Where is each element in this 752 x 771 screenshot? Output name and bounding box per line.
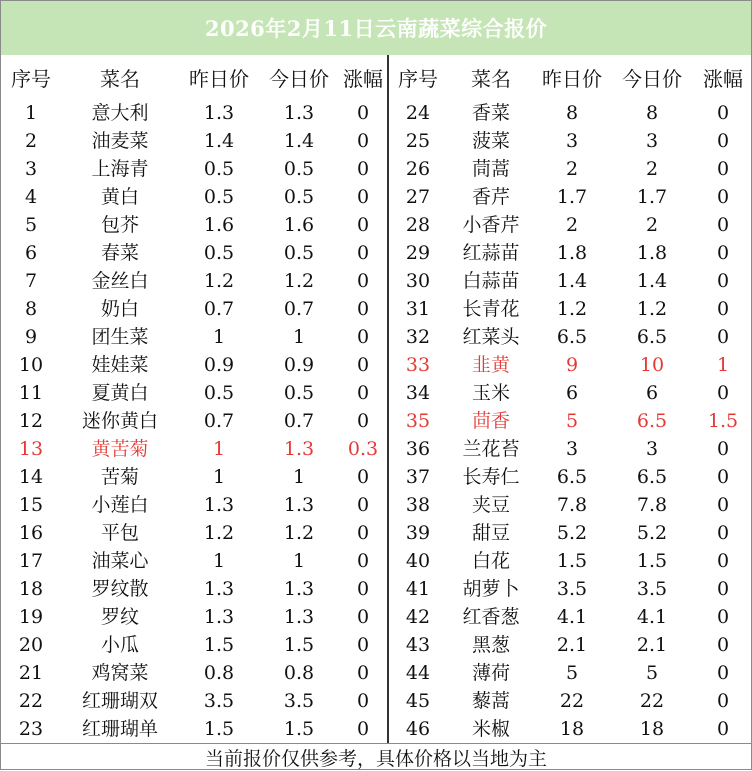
cell-yesterday-price: 1.8	[556, 242, 588, 264]
cell-change: 0	[356, 410, 370, 432]
table-row	[389, 155, 751, 183]
table-row	[389, 239, 751, 267]
table-body-right	[389, 99, 751, 743]
cell-yesterday-price: 0.8	[203, 662, 235, 684]
table-row	[1, 687, 387, 715]
cell-no: 27	[405, 186, 431, 208]
cell-name: 罗纹	[100, 606, 139, 628]
cell-change: 0	[356, 522, 370, 544]
table-row	[1, 463, 387, 491]
cell-name: 韭黄	[471, 354, 510, 376]
cell-today-price: 1.2	[283, 270, 315, 292]
cell-no: 29	[405, 242, 431, 264]
cell-change: 0	[716, 662, 730, 684]
cell-change: 0	[716, 578, 730, 600]
table-row	[1, 295, 387, 323]
cell-yesterday-price: 2.1	[556, 634, 588, 656]
cell-yesterday-price: 1.2	[556, 298, 588, 320]
cell-no: 30	[405, 270, 431, 292]
cell-today-price: 0.8	[283, 662, 315, 684]
cell-change: 0	[356, 158, 370, 180]
table-row	[389, 351, 751, 379]
cell-today-price: 1.2	[283, 522, 315, 544]
table-row	[1, 155, 387, 183]
cell-change: 0	[356, 578, 370, 600]
page-title: 2026年2月11日云南蔬菜综合报价	[204, 16, 548, 41]
cell-yesterday-price: 0.5	[203, 242, 235, 264]
cell-change: 0	[716, 326, 730, 348]
cell-name: 黑葱	[471, 634, 510, 656]
cell-today-price: 4.1	[636, 606, 668, 628]
cell-no: 9	[24, 326, 38, 348]
cell-name: 小瓜	[100, 634, 139, 656]
cell-today-price: 3.5	[636, 578, 668, 600]
table-row	[1, 323, 387, 351]
cell-yesterday-price: 2	[565, 214, 579, 236]
cell-name: 团生菜	[91, 326, 149, 348]
header-name: 菜名	[471, 67, 511, 91]
cell-name: 兰花苔	[462, 438, 520, 460]
table-row	[389, 267, 751, 295]
cell-no: 36	[405, 438, 431, 460]
cell-today-price: 1.5	[283, 718, 315, 740]
table-row	[389, 603, 751, 631]
cell-yesterday-price: 1.3	[203, 606, 235, 628]
table-row	[389, 547, 751, 575]
cell-change: 1.5	[707, 410, 739, 432]
cell-yesterday-price: 5	[565, 410, 579, 432]
cell-name: 白花	[471, 550, 510, 572]
table-row	[1, 435, 387, 463]
table-row	[1, 407, 387, 435]
cell-no: 16	[18, 522, 44, 544]
cell-today-price: 0.7	[283, 410, 315, 432]
cell-no: 4	[24, 186, 38, 208]
cell-today-price: 10	[639, 354, 665, 376]
cell-today-price: 3	[645, 438, 659, 460]
table-row	[389, 715, 751, 743]
cell-no: 13	[18, 438, 44, 460]
cell-today-price: 1.3	[283, 578, 315, 600]
cell-change: 0	[356, 718, 370, 740]
header-yesterday: 昨日价	[542, 67, 602, 91]
cell-today-price: 1.3	[283, 494, 315, 516]
cell-name: 玉米	[471, 382, 510, 404]
cell-yesterday-price: 0.7	[203, 298, 235, 320]
cell-no: 44	[405, 662, 431, 684]
cell-today-price: 6.5	[636, 326, 668, 348]
cell-name: 黄白	[100, 186, 139, 208]
cell-name: 藜蒿	[471, 690, 510, 712]
cell-yesterday-price: 0.5	[203, 186, 235, 208]
table-row	[389, 435, 751, 463]
cell-yesterday-price: 22	[559, 690, 585, 712]
cell-change: 0	[716, 438, 730, 460]
cell-no: 39	[405, 522, 431, 544]
cell-change: 0	[356, 298, 370, 320]
cell-change: 0	[356, 634, 370, 656]
table-row	[1, 519, 387, 547]
cell-no: 45	[405, 690, 431, 712]
cell-no: 2	[24, 130, 38, 152]
cell-today-price: 1.3	[283, 102, 315, 124]
cell-no: 31	[405, 298, 431, 320]
cell-name: 胡萝卜	[462, 578, 520, 600]
table-row	[1, 659, 387, 687]
cell-today-price: 22	[639, 690, 665, 712]
header-change: 涨幅	[343, 67, 383, 91]
cell-name: 鸡窝菜	[91, 662, 149, 684]
cell-yesterday-price: 1.3	[203, 102, 235, 124]
cell-no: 18	[18, 578, 44, 600]
table-row	[1, 239, 387, 267]
cell-name: 包芥	[100, 214, 139, 236]
cell-yesterday-price: 5	[565, 662, 579, 684]
cell-change: 0	[716, 102, 730, 124]
cell-yesterday-price: 1.6	[203, 214, 235, 236]
table-row	[389, 687, 751, 715]
table-row	[389, 463, 751, 491]
cell-today-price: 5	[645, 662, 659, 684]
cell-today-price: 1.5	[636, 550, 668, 572]
table-row	[389, 575, 751, 603]
cell-name: 菠菜	[471, 130, 510, 152]
cell-change: 0	[716, 718, 730, 740]
cell-name: 甜豆	[471, 522, 510, 544]
header-today: 今日价	[269, 67, 329, 91]
cell-no: 38	[405, 494, 431, 516]
cell-no: 42	[405, 606, 431, 628]
cell-today-price: 1.3	[283, 606, 315, 628]
cell-name: 春菜	[100, 242, 139, 264]
cell-change: 0	[356, 270, 370, 292]
cell-name: 红香葱	[462, 606, 520, 628]
cell-yesterday-price: 6.5	[556, 326, 588, 348]
cell-name: 小莲白	[91, 494, 149, 516]
table-header-row	[1, 59, 387, 99]
cell-no: 24	[405, 102, 431, 124]
cell-yesterday-price: 9	[565, 354, 579, 376]
cell-change: 1	[716, 354, 730, 376]
cell-yesterday-price: 3	[565, 130, 579, 152]
cell-yesterday-price: 1.5	[203, 634, 235, 656]
cell-yesterday-price: 3	[565, 438, 579, 460]
title-bar	[1, 1, 751, 55]
table-row	[1, 547, 387, 575]
cell-no: 40	[405, 550, 431, 572]
cell-change: 0	[356, 466, 370, 488]
cell-change: 0	[716, 690, 730, 712]
cell-name: 迷你黄白	[81, 410, 158, 432]
cell-no: 23	[18, 718, 44, 740]
cell-today-price: 1	[292, 326, 306, 348]
header-yesterday: 昨日价	[189, 67, 249, 91]
cell-change: 0	[356, 550, 370, 572]
cell-change: 0	[356, 662, 370, 684]
cell-name: 黄苦菊	[91, 438, 149, 460]
cell-name: 油菜心	[91, 550, 149, 572]
cell-today-price: 2	[645, 158, 659, 180]
cell-change: 0	[716, 382, 730, 404]
cell-no: 46	[405, 718, 431, 740]
cell-no: 25	[405, 130, 431, 152]
cell-change: 0.3	[347, 438, 379, 460]
table-row	[1, 631, 387, 659]
price-table-right	[389, 59, 751, 743]
cell-yesterday-price: 0.5	[203, 382, 235, 404]
header-change: 涨幅	[703, 67, 743, 91]
table-row	[1, 351, 387, 379]
cell-name: 夏黄白	[91, 382, 149, 404]
cell-change: 0	[716, 214, 730, 236]
cell-yesterday-price: 1	[212, 438, 226, 460]
table-row	[1, 575, 387, 603]
cell-change: 0	[716, 298, 730, 320]
table-body-left	[1, 99, 387, 743]
footer-note	[1, 743, 751, 771]
cell-name: 小香芹	[462, 214, 520, 236]
cell-change: 0	[356, 214, 370, 236]
cell-yesterday-price: 1.3	[203, 494, 235, 516]
table-row	[1, 127, 387, 155]
cell-today-price: 0.9	[283, 354, 315, 376]
cell-yesterday-price: 2	[565, 158, 579, 180]
cell-today-price: 6.5	[636, 466, 668, 488]
cell-change: 0	[716, 494, 730, 516]
cell-today-price: 7.8	[636, 494, 668, 516]
cell-yesterday-price: 1.3	[203, 578, 235, 600]
cell-name: 香芹	[471, 186, 510, 208]
table-row	[389, 183, 751, 211]
cell-no: 11	[18, 382, 44, 404]
table-row	[389, 659, 751, 687]
cell-name: 红珊瑚单	[81, 718, 158, 740]
cell-today-price: 1.4	[636, 270, 668, 292]
cell-name: 夹豆	[471, 494, 510, 516]
table-row	[1, 491, 387, 519]
cell-today-price: 0.5	[283, 382, 315, 404]
cell-name: 红珊瑚双	[81, 690, 158, 712]
table-row	[389, 631, 751, 659]
cell-no: 22	[18, 690, 44, 712]
cell-no: 8	[24, 298, 38, 320]
footer-text: 当前报价仅供参考，具体价格以当地为主	[204, 748, 547, 770]
table-row	[389, 407, 751, 435]
cell-today-price: 1	[292, 550, 306, 572]
header-no: 序号	[11, 67, 51, 91]
cell-name: 娃娃菜	[91, 354, 149, 376]
cell-change: 0	[356, 382, 370, 404]
cell-no: 7	[24, 270, 38, 292]
table-row	[1, 267, 387, 295]
cell-no: 10	[18, 354, 44, 376]
cell-yesterday-price: 3.5	[203, 690, 235, 712]
cell-name: 油麦菜	[91, 130, 149, 152]
cell-today-price: 3.5	[283, 690, 315, 712]
cell-yesterday-price: 1.2	[203, 270, 235, 292]
cell-no: 17	[18, 550, 44, 572]
cell-change: 0	[716, 522, 730, 544]
cell-change: 0	[716, 634, 730, 656]
table-row	[389, 127, 751, 155]
cell-no: 6	[24, 242, 38, 264]
table-row	[389, 491, 751, 519]
cell-no: 19	[18, 606, 44, 628]
table-row	[389, 99, 751, 127]
cell-today-price: 1.3	[283, 438, 315, 460]
cell-today-price: 0.5	[283, 186, 315, 208]
table-row	[1, 715, 387, 743]
cell-today-price: 6.5	[636, 410, 668, 432]
cell-no: 20	[18, 634, 44, 656]
cell-today-price: 1.5	[283, 634, 315, 656]
cell-yesterday-price: 0.7	[203, 410, 235, 432]
cell-name: 长青花	[462, 298, 520, 320]
cell-today-price: 0.5	[283, 242, 315, 264]
cell-name: 平包	[100, 522, 139, 544]
cell-today-price: 6	[645, 382, 659, 404]
cell-name: 米椒	[471, 718, 510, 740]
cell-change: 0	[716, 466, 730, 488]
cell-yesterday-price: 7.8	[556, 494, 588, 516]
cell-name: 奶白	[100, 298, 139, 320]
table-row	[1, 603, 387, 631]
cell-today-price: 1.4	[283, 130, 315, 152]
header-no: 序号	[398, 67, 438, 91]
cell-yesterday-price: 1	[212, 326, 226, 348]
price-table-left	[1, 59, 387, 743]
cell-no: 34	[405, 382, 431, 404]
cell-name: 意大利	[91, 102, 149, 124]
cell-no: 28	[405, 214, 431, 236]
cell-today-price: 0.7	[283, 298, 315, 320]
cell-change: 0	[356, 606, 370, 628]
cell-yesterday-price: 0.9	[203, 354, 235, 376]
cell-yesterday-price: 1.4	[203, 130, 235, 152]
cell-name: 金丝白	[91, 270, 149, 292]
cell-today-price: 1.8	[636, 242, 668, 264]
cell-today-price: 2	[645, 214, 659, 236]
cell-today-price: 18	[639, 718, 665, 740]
table-row	[1, 99, 387, 127]
table-row	[1, 183, 387, 211]
cell-no: 15	[18, 494, 44, 516]
table-row	[389, 323, 751, 351]
cell-no: 33	[405, 354, 431, 376]
cell-name: 薄荷	[471, 662, 510, 684]
cell-no: 14	[18, 466, 44, 488]
cell-name: 红蒜苗	[462, 242, 520, 264]
cell-change: 0	[356, 102, 370, 124]
table-row	[389, 211, 751, 239]
cell-no: 41	[405, 578, 431, 600]
cell-name: 茴香	[471, 410, 510, 432]
cell-yesterday-price: 6	[565, 382, 579, 404]
cell-today-price: 5.2	[636, 522, 668, 544]
cell-yesterday-price: 1.2	[203, 522, 235, 544]
cell-name: 苦菊	[100, 466, 139, 488]
cell-change: 0	[356, 130, 370, 152]
table-header-row	[389, 59, 751, 99]
cell-no: 21	[18, 662, 44, 684]
cell-change: 0	[356, 690, 370, 712]
cell-no: 26	[405, 158, 431, 180]
cell-today-price: 1.6	[283, 214, 315, 236]
cell-today-price: 3	[645, 130, 659, 152]
cell-no: 37	[405, 466, 431, 488]
cell-no: 32	[405, 326, 431, 348]
cell-yesterday-price: 3.5	[556, 578, 588, 600]
cell-change: 0	[716, 550, 730, 572]
cell-today-price: 1.7	[636, 186, 668, 208]
cell-change: 0	[716, 242, 730, 264]
cell-yesterday-price: 1.5	[556, 550, 588, 572]
cell-no: 5	[24, 214, 38, 236]
cell-yesterday-price: 1	[212, 550, 226, 572]
cell-yesterday-price: 6.5	[556, 466, 588, 488]
cell-no: 3	[24, 158, 38, 180]
cell-name: 红菜头	[462, 326, 520, 348]
cell-change: 0	[716, 606, 730, 628]
cell-change: 0	[716, 158, 730, 180]
cell-change: 0	[356, 326, 370, 348]
cell-today-price: 0.5	[283, 158, 315, 180]
cell-no: 43	[405, 634, 431, 656]
cell-change: 0	[356, 242, 370, 264]
cell-name: 长寿仁	[462, 466, 520, 488]
cell-name: 香菜	[471, 102, 510, 124]
table-row	[389, 295, 751, 323]
cell-yesterday-price: 1.4	[556, 270, 588, 292]
cell-change: 0	[356, 186, 370, 208]
cell-yesterday-price: 4.1	[556, 606, 588, 628]
cell-name: 上海青	[91, 158, 149, 180]
cell-yesterday-price: 1	[212, 466, 226, 488]
cell-no: 12	[18, 410, 44, 432]
header-today: 今日价	[622, 67, 682, 91]
cell-yesterday-price: 18	[559, 718, 585, 740]
cell-name: 白蒜苗	[462, 270, 520, 292]
cell-change: 0	[356, 494, 370, 516]
cell-today-price: 1	[292, 466, 306, 488]
cell-today-price: 1.2	[636, 298, 668, 320]
table-row	[389, 379, 751, 407]
cell-change: 0	[716, 270, 730, 292]
cell-yesterday-price: 8	[565, 102, 579, 124]
cell-yesterday-price: 5.2	[556, 522, 588, 544]
table-row	[389, 519, 751, 547]
cell-no: 35	[405, 410, 431, 432]
cell-change: 0	[356, 354, 370, 376]
cell-yesterday-price: 0.5	[203, 158, 235, 180]
cell-today-price: 2.1	[636, 634, 668, 656]
cell-yesterday-price: 1.7	[556, 186, 588, 208]
cell-change: 0	[716, 130, 730, 152]
cell-name: 茼蒿	[471, 158, 510, 180]
table-row	[1, 379, 387, 407]
table-row	[1, 211, 387, 239]
cell-name: 罗纹散	[91, 578, 149, 600]
cell-today-price: 8	[645, 102, 659, 124]
cell-no: 1	[24, 102, 38, 124]
cell-yesterday-price: 1.5	[203, 718, 235, 740]
header-name: 菜名	[100, 67, 140, 91]
cell-change: 0	[716, 186, 730, 208]
